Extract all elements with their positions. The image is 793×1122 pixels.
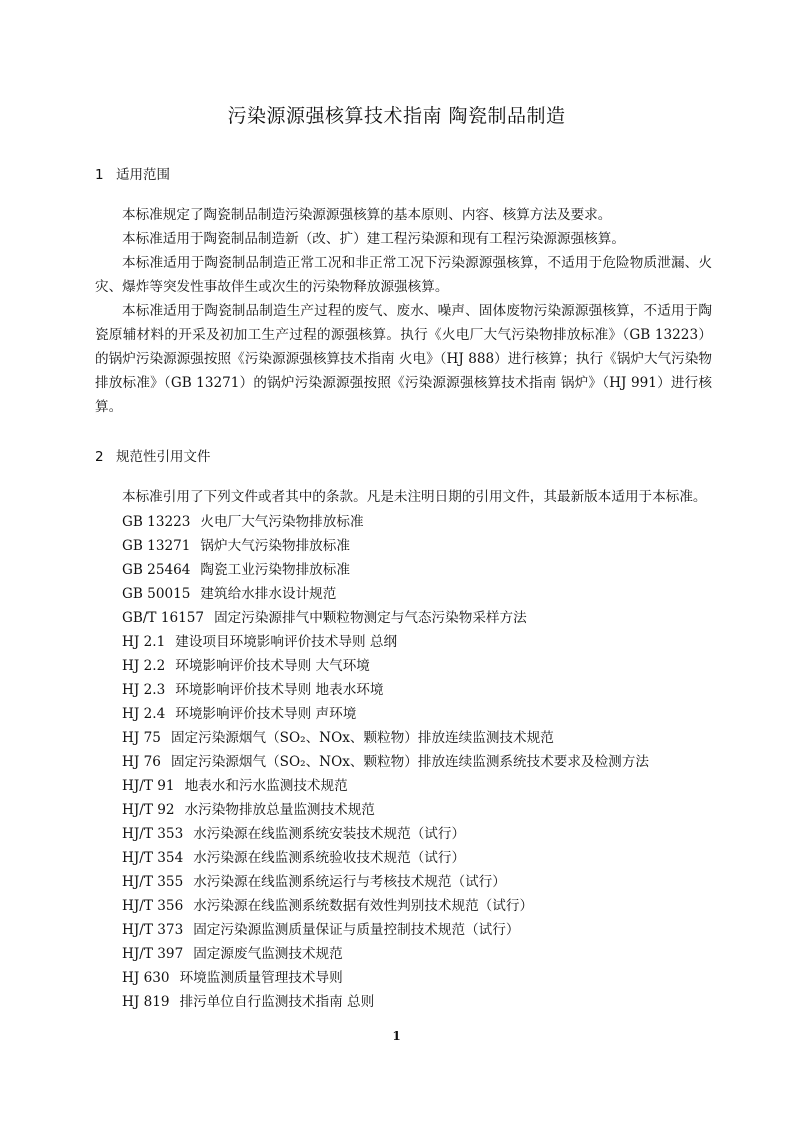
reference-item <box>122 582 649 606</box>
reference-item <box>122 630 649 654</box>
reference-item <box>122 606 649 630</box>
reference-code: HJ 75 <box>122 730 161 746</box>
reference-title: 火电厂大气污染物排放标准 <box>200 514 364 530</box>
reference-item <box>122 870 649 894</box>
paragraph: 本标准适用于陶瓷制品制造生产过程的废气、废水、噪声、固体废物污染源源强核算，不适用于陶瓷原辅材料的开采及初加工生产过程的源强核算。执行《火电厂大气污染物排放标准》（GB 13223）的锅炉污染源源强按照《污染源源强核算技术指南 火电》（HJ 888）进行核算；执行《锅炉大气污染物排放标准》（GB 13271）的锅炉污染源源强按照《污染源源强核算技术指南 锅炉》（HJ 991）进行核算。 <box>95 303 712 415</box>
reference-title: 水污染物排放总量监测技术规范 <box>184 802 375 818</box>
page-number: 1 <box>392 1029 401 1043</box>
reference-code: HJ/T 397 <box>122 946 184 962</box>
section-title: 适用范围 <box>116 167 170 183</box>
reference-code: HJ/T 356 <box>122 898 184 914</box>
reference-title: 建设项目环境影响评价技术导则 总纲 <box>175 634 398 650</box>
reference-item <box>122 966 649 990</box>
reference-code: HJ/T 355 <box>122 874 184 890</box>
reference-title: 环境影响评价技术导则 声环境 <box>175 706 357 722</box>
reference-item <box>122 774 649 798</box>
reference-code: HJ 630 <box>122 970 170 986</box>
reference-title: 固定污染源排气中颗粒物测定与气态污染物采样方法 <box>214 610 527 626</box>
reference-item <box>122 894 649 918</box>
reference-title: 水污染源在线监测系统验收技术规范（试行） <box>193 850 466 866</box>
reference-item <box>122 990 649 1014</box>
reference-title: 固定源废气监测技术规范 <box>193 946 343 962</box>
reference-item <box>122 918 649 942</box>
reference-code: HJ 2.3 <box>122 682 166 698</box>
reference-title: 固定污染源监测质量保证与质量控制技术规范（试行） <box>193 922 520 938</box>
reference-code: HJ/T 92 <box>122 802 175 818</box>
reference-title: 排污单位自行监测技术指南 总则 <box>179 994 375 1010</box>
paragraph: 本标准适用于陶瓷制品制造新（改、扩）建工程污染源和现有工程污染源源强核算。 <box>122 231 625 247</box>
reference-title: 环境影响评价技术导则 大气环境 <box>175 658 370 674</box>
reference-title: 水污染源在线监测系统数据有效性判别技术规范（试行） <box>193 898 534 914</box>
section-2-heading <box>95 445 211 465</box>
reference-title: 水污染源在线监测系统运行与考核技术规范（试行） <box>193 874 506 890</box>
reference-title: 环境影响评价技术导则 地表水环境 <box>175 682 384 698</box>
section-1-heading <box>95 163 170 183</box>
reference-code: HJ 2.4 <box>122 706 166 722</box>
reference-item <box>122 654 649 678</box>
reference-title: 建筑给水排水设计规范 <box>200 586 337 602</box>
reference-item <box>122 942 649 966</box>
section-number: 2 <box>95 449 104 465</box>
reference-title: 水污染源在线监测系统安装技术规范（试行） <box>193 826 466 842</box>
reference-item <box>122 750 649 774</box>
reference-code: GB 50015 <box>122 586 191 602</box>
reference-code: HJ 76 <box>122 754 161 770</box>
reference-item <box>122 702 649 726</box>
reference-code: HJ/T 354 <box>122 850 184 866</box>
reference-item <box>122 846 649 870</box>
reference-item <box>122 822 649 846</box>
reference-code: GB 25464 <box>122 562 191 578</box>
reference-title: 固定污染源烟气（SO₂、NOx、颗粒物）排放连续监测技术规范 <box>170 730 554 746</box>
reference-title: 陶瓷工业污染物排放标准 <box>200 562 350 578</box>
reference-code: HJ/T 353 <box>122 826 184 842</box>
reference-item <box>122 798 649 822</box>
reference-code: GB 13271 <box>122 538 191 554</box>
section-number: 1 <box>95 167 104 183</box>
reference-code: HJ 2.2 <box>122 658 166 674</box>
reference-item <box>122 678 649 702</box>
document-title: 污染源源强核算技术指南 陶瓷制品制造 <box>227 105 566 127</box>
paragraph: 本标准适用于陶瓷制品制造正常工况和非正常工况下污染源源强核算，不适用于危险物质泄漏、火灾、爆炸等突发性事故伴生或次生的污染物释放源强核算。 <box>95 255 712 295</box>
reference-code: HJ 2.1 <box>122 634 166 650</box>
reference-title: 地表水和污水监测技术规范 <box>184 778 348 794</box>
reference-code: GB/T 16157 <box>122 610 205 626</box>
reference-code: GB 13223 <box>122 514 191 530</box>
reference-code: HJ/T 91 <box>122 778 175 794</box>
reference-code: HJ/T 373 <box>122 922 184 938</box>
paragraph: 本标准规定了陶瓷制品制造污染源源强核算的基本原则、内容、核算方法及要求。 <box>122 207 612 223</box>
reference-item <box>122 726 649 750</box>
reference-list <box>122 510 649 1014</box>
reference-item <box>122 534 649 558</box>
references-intro: 本标准引用了下列文件或者其中的条款。凡是未注明日期的引用文件，其最新版本适用于本标准。 <box>122 489 707 505</box>
reference-title: 锅炉大气污染物排放标准 <box>200 538 350 554</box>
reference-item <box>122 510 649 534</box>
section-title: 规范性引用文件 <box>116 449 211 465</box>
reference-title: 固定污染源烟气（SO₂、NOx、颗粒物）排放连续监测系统技术要求及检测方法 <box>170 754 649 770</box>
reference-code: HJ 819 <box>122 994 170 1010</box>
reference-item <box>122 558 649 582</box>
reference-title: 环境监测质量管理技术导则 <box>179 970 343 986</box>
